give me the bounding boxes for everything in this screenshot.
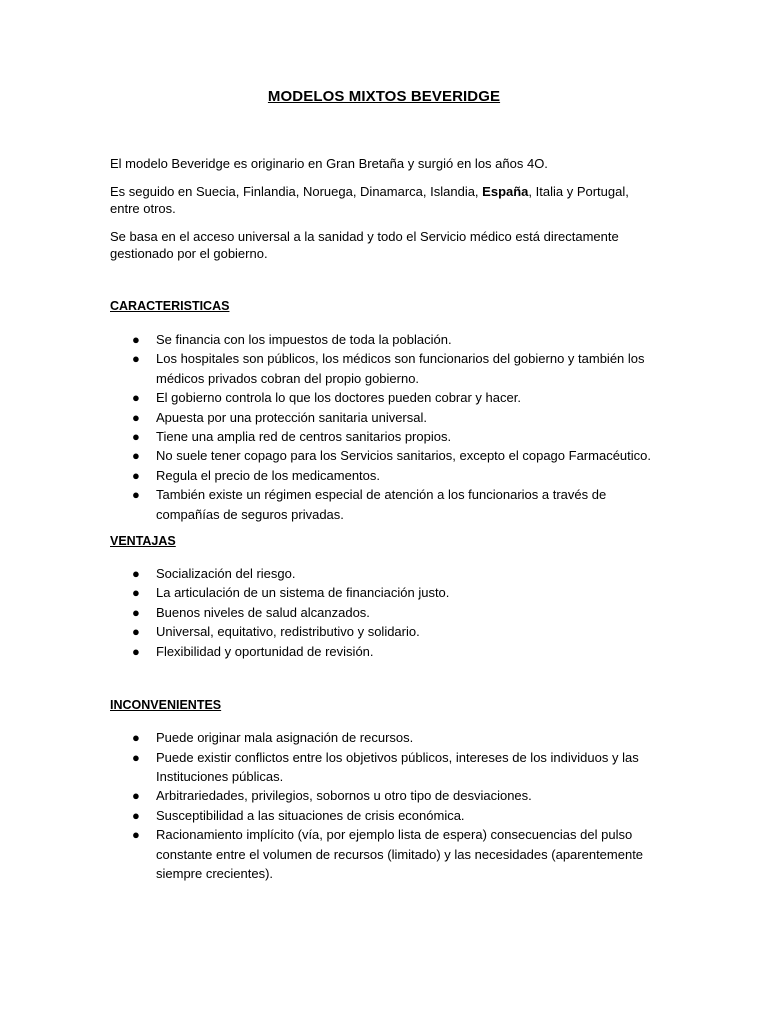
list-item-text: Se financia con los impuestos de toda la población.: [156, 332, 452, 347]
list-item-text: Susceptibilidad a las situaciones de crisis económica.: [156, 807, 465, 823]
list-item: [110, 748, 658, 787]
list-item-text: Flexibilidad y oportunidad de revisión.: [156, 643, 374, 659]
bullet-icon: ●: [132, 624, 140, 640]
list-item-text: También existe un régimen especial de atención a los funcionarios a través de compañías de seguros privadas.: [156, 487, 607, 522]
list-item: [110, 622, 658, 641]
list-item-text: Tiene una amplia red de centros sanitarios propios.: [156, 429, 452, 445]
bullet-icon: ●: [132, 566, 140, 582]
bullet-icon: ●: [132, 351, 140, 367]
list-item: [110, 349, 658, 388]
list-item: [110, 786, 658, 805]
list-item-text: Racionamiento implícito (vía, por ejemplo lista de espera) consecuencias del pulso constante entre el volumen de recursos (limitado) y las necesidades (aparentemente siempre crecientes).: [156, 827, 644, 881]
list-item-text: Puede originar mala asignación de recursos.: [156, 730, 414, 746]
section-heading-caracteristicas: CARACTERISTICAS: [110, 299, 230, 313]
bullet-icon: ●: [132, 429, 140, 445]
list-item-text: Universal, equitativo, redistributivo y solidario.: [156, 624, 420, 640]
bullet-icon: ●: [132, 487, 140, 503]
list-item: [110, 330, 658, 349]
list-item-text: El gobierno controla lo que los doctores pueden cobrar y hacer.: [156, 390, 521, 406]
list-item: [110, 825, 658, 883]
bullet-icon: ●: [132, 604, 140, 620]
list-item-text: Apuesta por una protección sanitaria universal.: [156, 409, 427, 425]
bullet-icon: ●: [132, 448, 140, 464]
countries-text-bold: España: [482, 184, 529, 199]
list-item: [110, 427, 658, 446]
list-item-text: La articulación de un sistema de financiación justo.: [156, 585, 450, 601]
bullet-icon: ●: [132, 409, 140, 425]
list-item: [110, 642, 658, 661]
bullet-icon: ●: [132, 467, 140, 483]
list-item: [110, 388, 658, 407]
list-ventajas: [110, 564, 658, 661]
list-item: [110, 408, 658, 427]
list-item: [110, 728, 658, 747]
list-item-text: Puede existir conflictos entre los objetivos públicos, intereses de los individuos y las Instituciones públicas.: [156, 749, 639, 784]
bullet-icon: ●: [132, 827, 140, 843]
section-heading-ventajas: VENTAJAS: [110, 534, 176, 549]
list-item-text: Arbitrariedades, privilegios, sobornos u otro tipo de desviaciones.: [156, 788, 532, 804]
list-item-text: Buenos niveles de salud alcanzados.: [156, 604, 370, 620]
list-item: [110, 583, 658, 602]
countries-text-start: Es seguido en Suecia, Finlandia, Noruega, Dinamarca, Islandia,: [110, 184, 483, 199]
intro-paragraph-basis: Se basa en el acceso universal a la sanidad y todo el Servicio médico está directamente gestionado por el gobierno.: [110, 229, 619, 261]
document-title: MODELOS MIXTOS BEVERIDGE: [267, 88, 501, 105]
bullet-icon: ●: [132, 749, 140, 765]
bullet-icon: ●: [132, 643, 140, 659]
intro-paragraph-countries: [110, 183, 658, 217]
list-item-text: Regula el precio de los medicamentos.: [156, 467, 381, 483]
bullet-icon: ●: [132, 730, 140, 746]
list-item: [110, 466, 658, 485]
list-inconvenientes: [110, 728, 658, 883]
list-item: [110, 485, 658, 524]
list-item: [110, 806, 658, 825]
list-item-text: Socialización del riesgo.: [156, 566, 296, 582]
list-caracteristicas: [110, 330, 658, 524]
list-item-text: No suele tener copago para los Servicios sanitarios, excepto el copago Farmacéutico.: [156, 448, 651, 464]
bullet-icon: ●: [132, 332, 140, 347]
bullet-icon: ●: [132, 807, 140, 823]
list-item-text: Los hospitales son públicos, los médicos son funcionarios del gobierno y también los médicos privados cobran del propio gobierno.: [156, 351, 645, 386]
list-item: [110, 564, 658, 583]
bullet-icon: ●: [132, 788, 140, 804]
bullet-icon: ●: [132, 390, 140, 406]
intro-paragraph-origin: El modelo Beveridge es originario en Gran Bretaña y surgió en los años 4O.: [110, 156, 548, 171]
section-heading-inconvenientes: INCONVENIENTES: [110, 698, 222, 713]
list-item: [110, 603, 658, 622]
countries-text-end: , Italia y Portugal, entre otros.: [110, 184, 629, 216]
bullet-icon: ●: [132, 585, 140, 601]
list-item: [110, 446, 658, 465]
